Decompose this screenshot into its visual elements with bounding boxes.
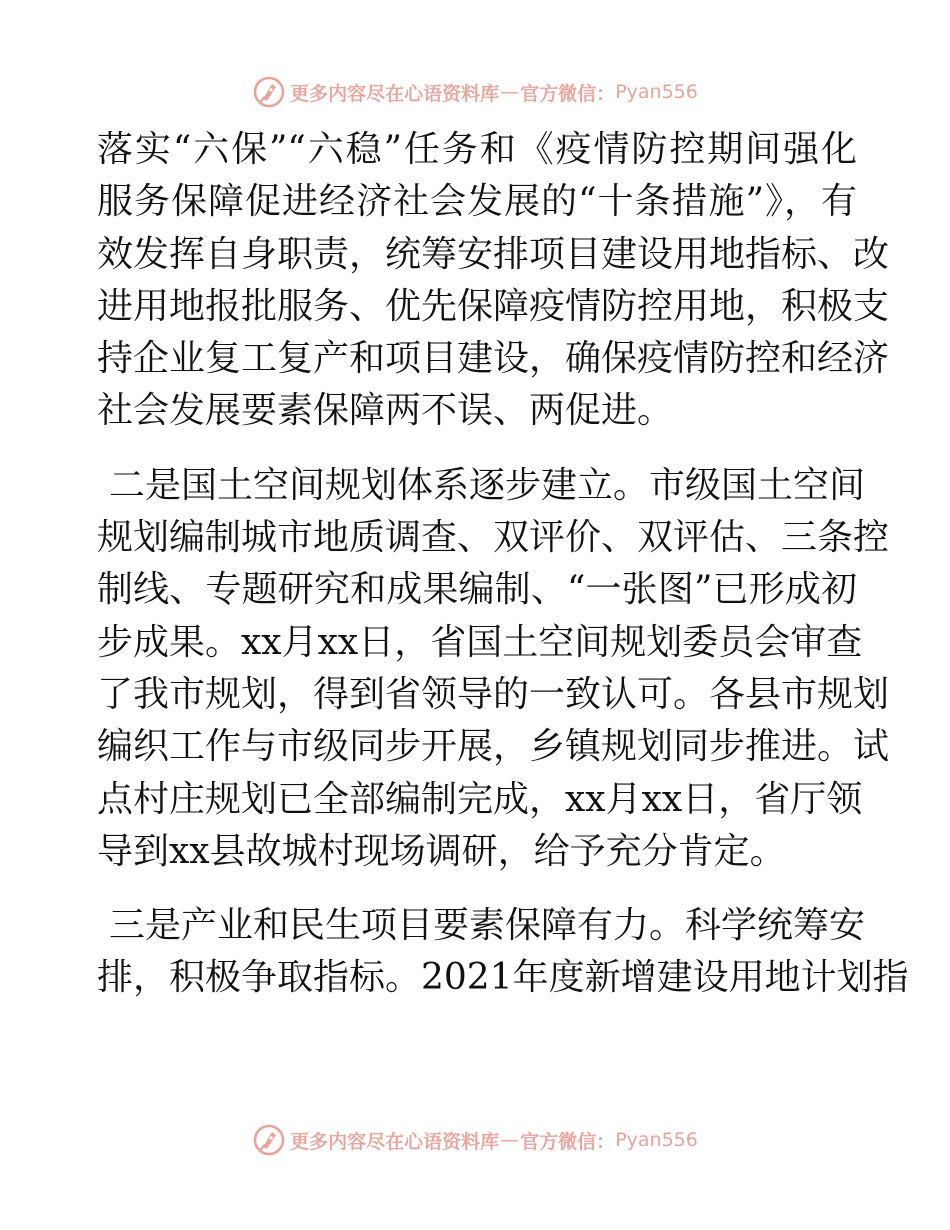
watermark-contact-id: Pyan556 [615,1129,698,1151]
paragraph-3 [97,900,909,1005]
text-line: 落实“六保”“六稳”任务和《疫情防控期间强化 [97,129,857,170]
text-line: 效发挥自身职责，统筹安排项目建设用地指标、改 [97,233,890,275]
text-line: 排，积极争取指标。2021年度新增建设用地计划指 [97,957,909,999]
text-line: 导到xx县故城村现场调研，给予充分肯定。 [97,830,786,872]
paragraph-1 [97,124,890,438]
paragraph-2 [97,460,890,878]
watermark-site-text: 更多内容尽在心语资料库 [290,82,500,105]
text-line: 制线、专题研究和成果编制、“一张图”已形成初 [97,569,857,611]
fountain-pen-nib-icon [252,1123,286,1157]
text-line: 点村庄规划已全部编制完成，xx月xx日，省厅领 [97,778,863,820]
document-body [97,124,909,1005]
watermark-separator: — [500,1129,520,1151]
text-line: 社会发展要素保障两不误、两促进。 [97,390,674,432]
text-line: 规划编制城市地质调查、双评价、双评估、三条控 [97,517,890,559]
text-line: 进用地报批服务、优先保障疫情防控用地，积极支 [97,285,890,327]
text-line: 步成果。xx月xx日，省国土空间规划委员会审查 [97,621,863,663]
text-line: 二是国土空间规划体系逐步建立。市级国土空间 [109,464,866,506]
text-line: 三是产业和民生项目要素保障有力。科学统筹安 [109,905,866,947]
watermark-header [0,72,950,112]
watermark-footer [0,1120,950,1160]
text-line: 持企业复工复产和项目建设，确保疫情防控和经济 [97,338,890,380]
fountain-pen-nib-icon [252,75,286,109]
text-line: 了我市规划，得到省领导的一致认可。各县市规划 [97,673,890,715]
watermark-site-text: 更多内容尽在心语资料库 [290,1130,500,1153]
watermark-contact-label: 官方微信： [520,1130,616,1153]
watermark-separator: — [500,81,520,103]
watermark-contact-id: Pyan556 [615,81,698,103]
watermark-contact-label: 官方微信： [520,82,616,105]
text-line: 编织工作与市级同步开展，乡镇规划同步推进。试 [97,726,890,768]
text-line: 服务保障促进经济社会发展的“十条措施”》，有 [97,181,857,223]
